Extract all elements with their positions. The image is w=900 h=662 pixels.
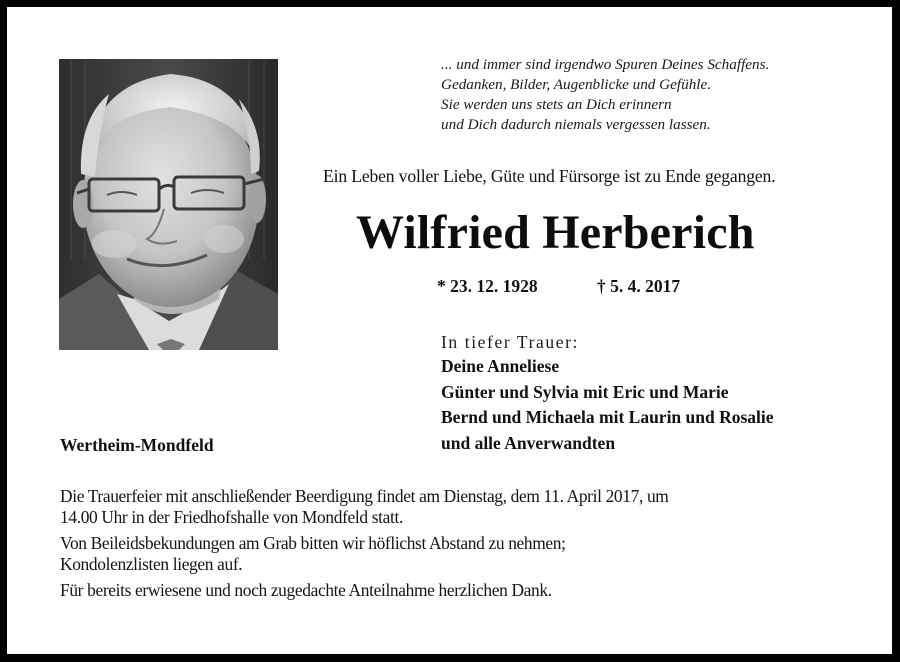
- poem-line: ... und immer sind irgendwo Spuren Deines Schaffens.: [441, 56, 770, 73]
- details-paragraph: [60, 486, 820, 527]
- details-line: Von Beileidsbekundungen am Grab bitten wir höflichst Abstand zu nehmen;: [60, 533, 566, 553]
- mourner-line: Deine Anneliese: [441, 356, 560, 376]
- details-paragraph: [60, 580, 820, 601]
- poem-line: Gedanken, Bilder, Augenblicke und Gefühle.: [441, 76, 712, 93]
- mourners-list: [441, 354, 774, 456]
- deceased-name: Wilfried Herberich: [356, 206, 755, 259]
- details-line: 14.00 Uhr in der Friedhofshalle von Mondfeld statt.: [60, 506, 403, 527]
- poem-line: und Dich dadurch niemals vergessen lassen.: [441, 116, 711, 133]
- birth-date: * 23. 12. 1928: [437, 276, 538, 296]
- funeral-details: [60, 486, 820, 607]
- portrait-photo-icon: [59, 59, 278, 350]
- details-line: Für bereits erwiesene und noch zugedachte Anteilnahme herzlichen Dank.: [60, 580, 552, 600]
- mourner-line: Günter und Sylvia mit Eric und Marie: [441, 381, 729, 402]
- mourner-line: Bernd und Michaela mit Laurin und Rosalie: [441, 407, 774, 427]
- death-date: † 5. 4. 2017: [597, 276, 681, 296]
- mourner-line: und alle Anverwandten: [441, 432, 616, 453]
- tagline: Ein Leben voller Liebe, Güte und Fürsorge ist zu Ende gegangen.: [323, 166, 776, 186]
- obituary-notice: [7, 7, 892, 654]
- details-line: Kondolenzlisten liegen auf.: [60, 553, 243, 574]
- details-paragraph: [60, 533, 820, 574]
- portrait-photo: [59, 59, 278, 350]
- memorial-poem: [441, 55, 769, 135]
- poem-line: Sie werden uns stets an Dich erinnern: [441, 96, 672, 113]
- location: Wertheim-Mondfeld: [60, 435, 214, 455]
- details-line: Die Trauerfeier mit anschließender Beerdigung findet am Dienstag, dem 11. April 2017, um: [60, 486, 669, 506]
- mourning-heading: In tiefer Trauer:: [441, 332, 580, 352]
